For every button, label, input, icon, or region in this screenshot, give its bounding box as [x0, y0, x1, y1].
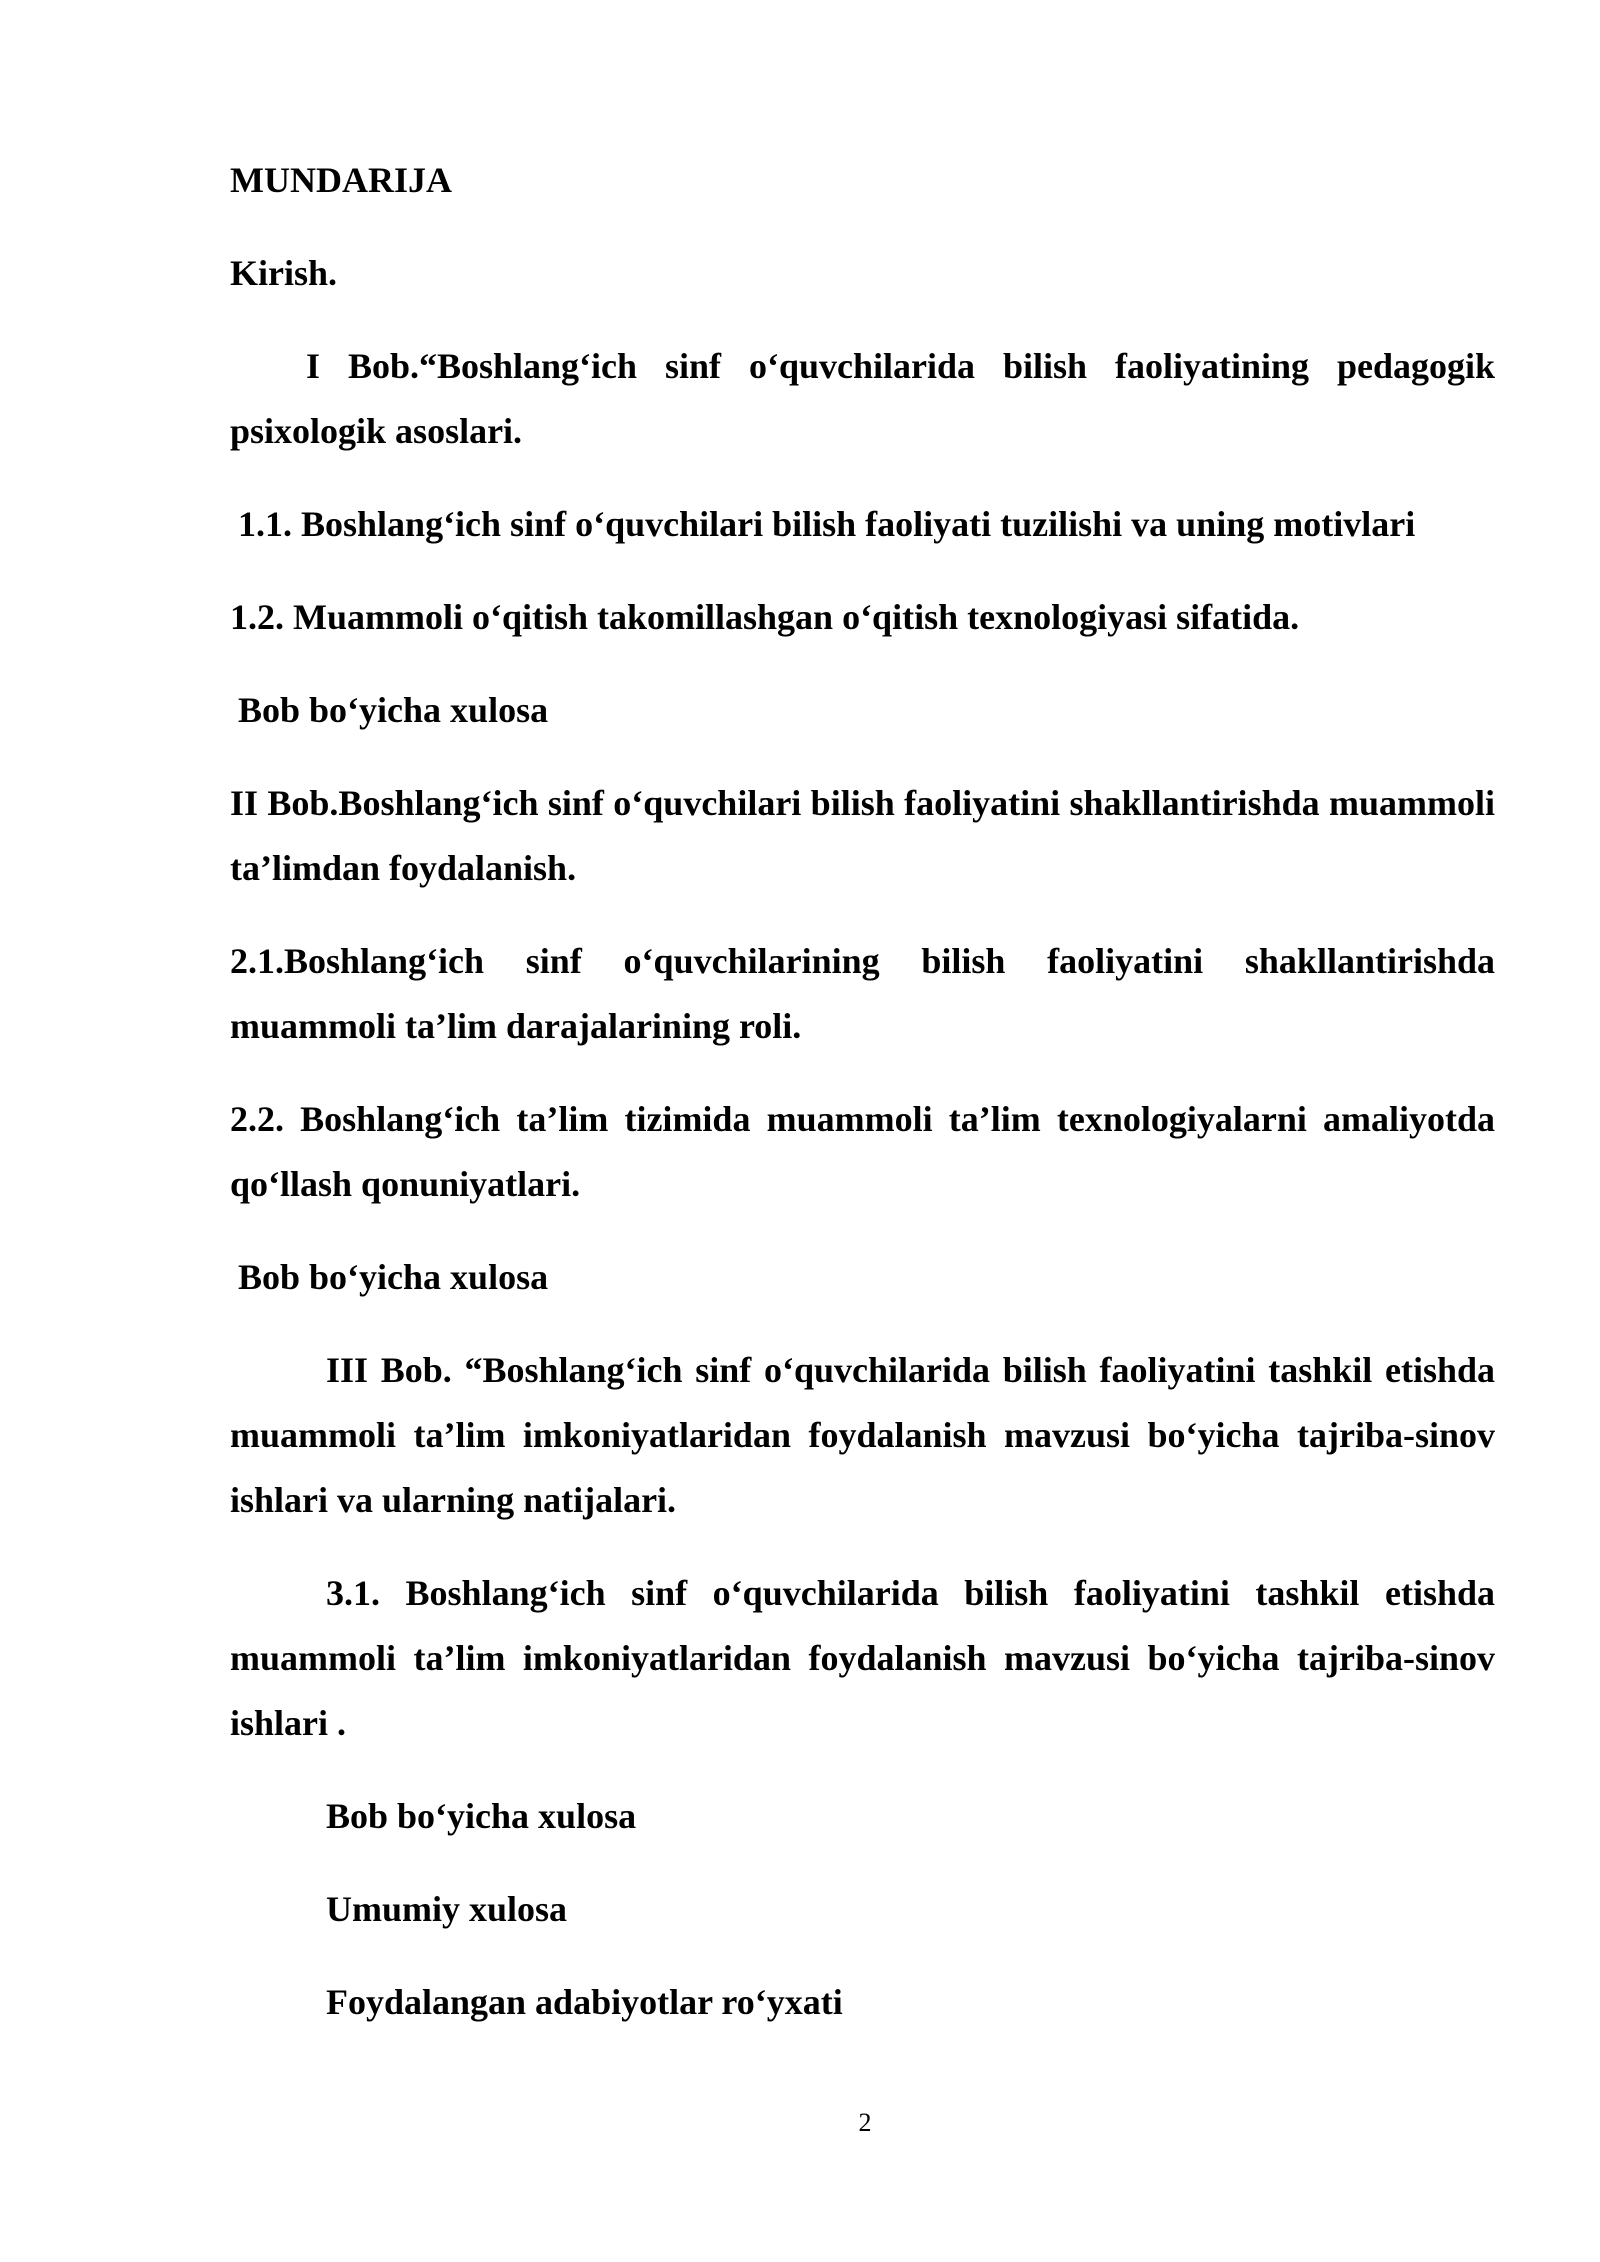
- toc-entry-chapter-2: II Bob.Boshlang‘ich sinf o‘quvchilari bilish faoliyatini shakllantirishda muammoli ta’limdan foydalanish.: [230, 783, 1495, 888]
- toc-entry-chapter-2-conclusion: Bob bo‘yicha xulosa: [238, 1257, 549, 1297]
- toc-entry-section-2-2: 2.2. Boshlang‘ich ta’lim tizimida muammoli ta’lim texnologiyalarni amaliyotda qo‘llash qonuniyatlari.: [230, 1099, 1495, 1204]
- page-number: 2: [858, 2108, 872, 2137]
- toc-entry-section-1-2: 1.2. Muammoli o‘qitish takomillashgan o‘qitish texnologiyasi sifatida.: [230, 597, 1300, 637]
- toc-heading: MUNDARIJA: [230, 160, 452, 200]
- toc-entry-introduction: Kirish.: [230, 253, 338, 293]
- toc-entry-chapter-1: I Bob.“Boshlang‘ich sinf o‘quvchilarida bilish faoliyatining pedagogik psixologik asoslari.: [230, 346, 1495, 451]
- toc-entry-references: Foydalangan adabiyotlar ro‘yxati: [326, 1982, 843, 2022]
- table-of-contents: [230, 148, 1495, 2063]
- toc-entry-section-1-1: 1.1. Boshlang‘ich sinf o‘quvchilari bilish faoliyati tuzilishi va uning motivlari: [238, 504, 1416, 544]
- toc-entry-section-2-1: 2.1.Boshlang‘ich sinf o‘quvchilarining bilish faoliyatini shakllantirishda muammoli ta’lim darajalarining roli.: [230, 941, 1495, 1046]
- toc-entry-section-3-1: 3.1. Boshlang‘ich sinf o‘quvchilarida bilish faoliyatini tashkil etishda muammoli ta’lim imkoniyatlaridan foydalanish mavzusi bo‘yicha tajriba-sinov ishlari .: [230, 1573, 1495, 1743]
- toc-entry-chapter-3-conclusion: Bob bo‘yicha xulosa: [326, 1796, 637, 1836]
- toc-entry-chapter-1-conclusion: Bob bo‘yicha xulosa: [238, 690, 549, 730]
- toc-entry-general-conclusion: Umumiy xulosa: [326, 1889, 568, 1929]
- toc-entry-chapter-3: III Bob. “Boshlang‘ich sinf o‘quvchilarida bilish faoliyatini tashkil etishda muammoli ta’lim imkoniyatlaridan foydalanish mavzusi bo‘yicha tajriba-sinov ishlari va ularning natijalari.: [230, 1350, 1495, 1520]
